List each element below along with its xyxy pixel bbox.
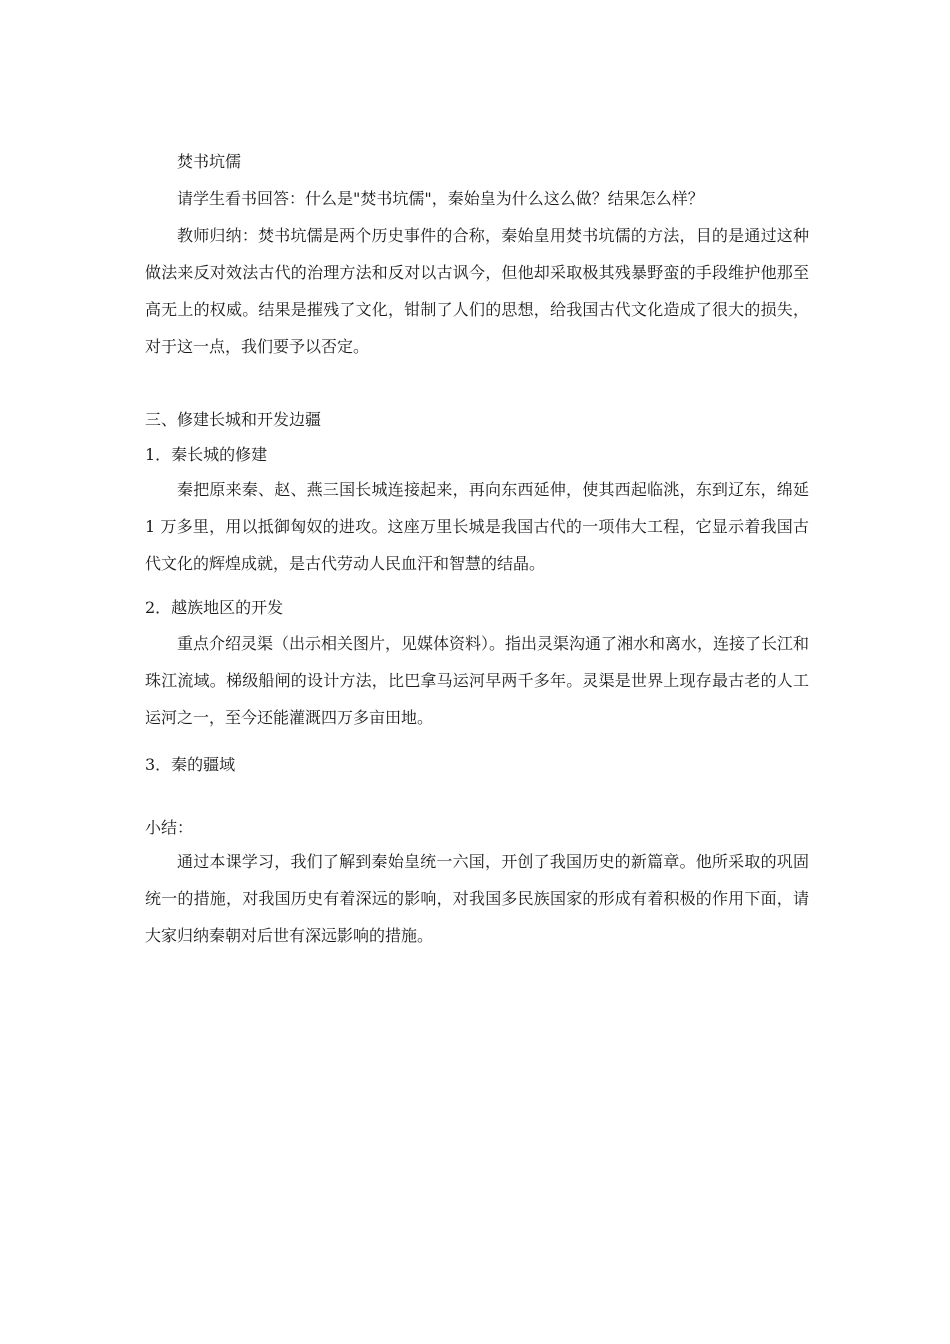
summary-paragraph: 通过本课学习，我们了解到秦始皇统一六国，开创了我国历史的新篇章。他所采取的巩固统一的措施，对我国历史有着深远的影响，对我国多民族国家的形成有着积极的作用下面，请大家归纳秦朝对后世有深远影响的措施。 [145,852,809,945]
lingqu-paragraph: 重点介绍灵渠（出示相关图片，见媒体资料）。指出灵渠沟通了湘水和离水，连接了长江和珠江流域。梯级船闸的设计方法，比巴拿马运河早两千多年。灵渠是世界上现存最古老的人工运河之一，至今还能灌溉四万多亩田地。 [145,634,810,727]
subsection-2-heading: 2．越族地区的开发 [145,598,284,617]
subsection-1-heading: 1．秦长城的修建 [145,445,268,464]
great-wall-paragraph: 秦把原来秦、赵、燕三国长城连接起来，再向东西延伸，使其西起临洮，东到辽东，绵延 1 万多里，用以抵御匈奴的进攻。这座万里长城是我国古代的一项伟大工程，它显示着我国古代文化的辉煌成就，是古代劳动人民血汗和智慧的结晶。 [145,480,809,573]
summary-heading: 小结： [145,818,194,837]
section-title-fenshu: 焚书坑儒 [177,152,242,171]
question-paragraph: 请学生看书回答：什么是"焚书坑儒"，秦始皇为什么这么做？结果怎么样？ [177,189,704,208]
subsection-3-heading: 3．秦的疆域 [145,755,236,774]
section-three-heading: 三、修建长城和开发边疆 [145,410,322,429]
teacher-summary-paragraph: 教师归纳：焚书坑儒是两个历史事件的合称，秦始皇用焚书坑儒的方法，目的是通过这种做法来反对效法古代的治理方法和反对以古讽今，但他却采取极其残暴野蛮的手段维护他那至高无上的权威。结果是摧残了文化，钳制了人们的思想，给我国古代文化造成了很大的损失，对于这一点，我们要予以否定。 [145,226,809,356]
